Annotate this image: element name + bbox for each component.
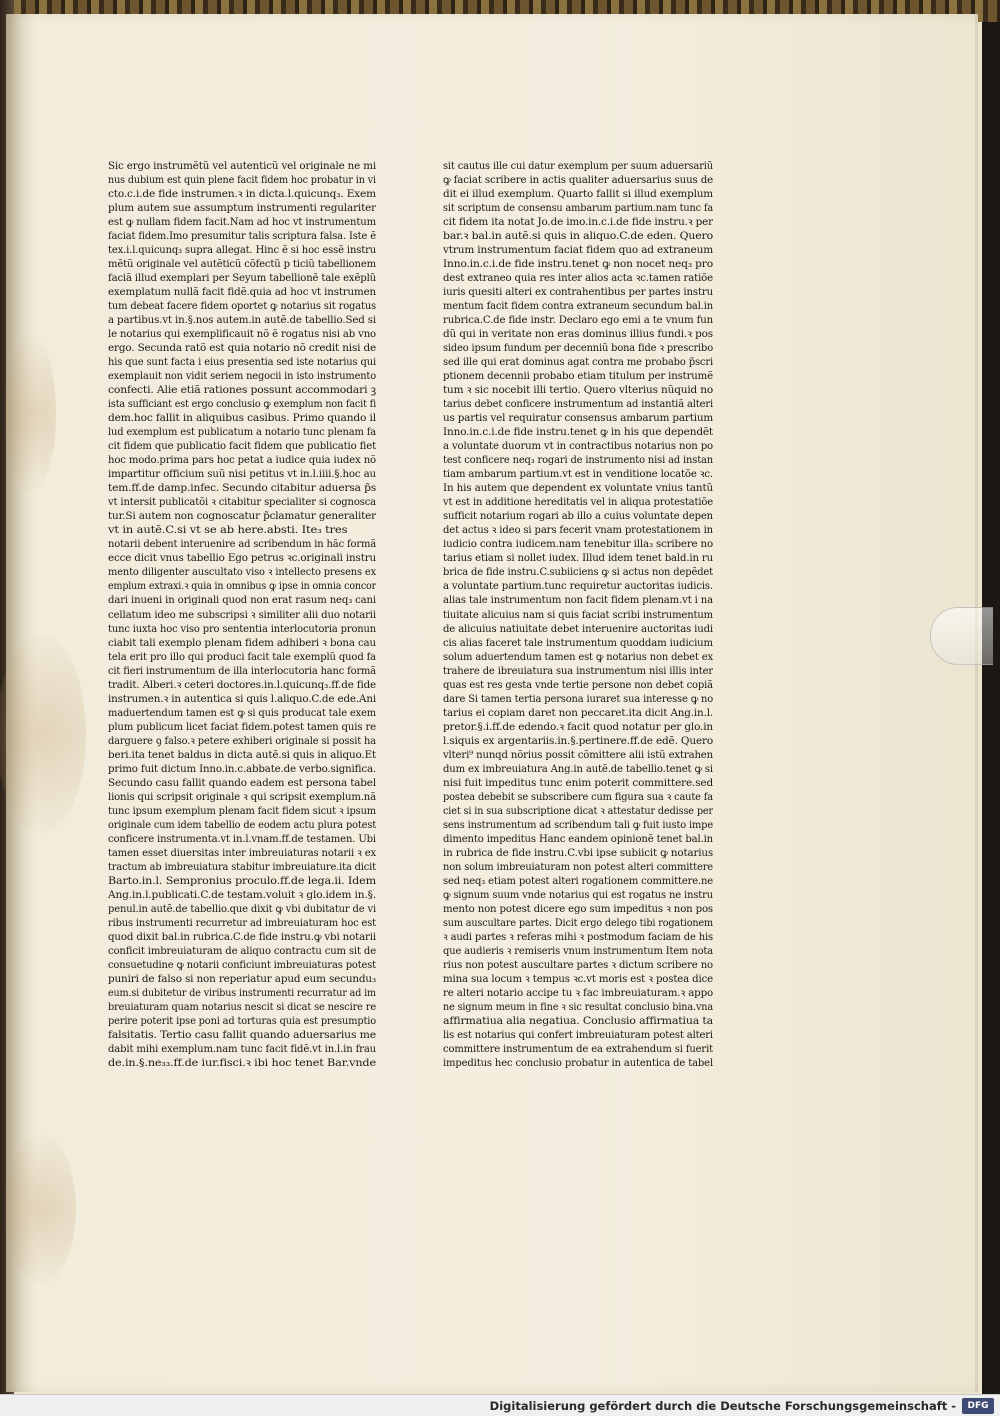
text-line: quas est res gesta vnde tertie persone non debet copiã [443,679,713,691]
text-line: exemplauit non vidit seriem negocii in isto instrumento [108,371,376,383]
text-line: falsitatis. Tertio casu fallit quando aduersarius me [108,1029,376,1041]
text-line: faciat fidem.Imo presumitur talis scriptura falsa. Iste ẽ [108,231,376,243]
text-line: cis alias faceret tale instrumentum quoddam iudicium [443,637,713,649]
text-line: dare Si tamen tertia persona iuraret sua interesse ꝙ no [443,693,713,705]
text-line: sens instrumentum ad scribendum tali ꝙ fuit iusto impe [443,819,713,831]
text-line: breuiaturam quam notarius nescit si dicat se nescire re [108,1001,376,1013]
text-line: alias tale instrumentum non facit fidem plenam.vt i na [443,595,713,607]
text-line: a voluntate duorum vt in contractibus notarius non po [443,441,713,453]
text-line: postea debebit se subscribere cum figura sua ꝛ caute fa [443,791,713,803]
text-line: his que sunt facta i eius presentia sed iste notarius qui [108,357,376,369]
text-line: cit fidem ita notat Jo.de imo.in.c.i.de fide instru.ꝛ per [443,217,713,229]
text-line: tarius debet conficere instrumentum ad instantiã alteri [443,399,713,411]
text-line: est ꝙ nullam fidem facit.Nam ad hoc vt instrumentum [108,217,376,229]
text-line: vlteri⁹ nunqd nõrius possit cõmittere alii istũ extrahen [443,749,713,761]
text-line: mento non potest dicere ego sum impeditus ꝛ non pos [443,903,713,915]
text-line: hoc modo.prima pars hoc petat a iudice quia iudex nõ [108,455,376,467]
text-line: lis est notarius qui confert imbreuiaturam potest alteri [443,1029,713,1041]
paper-stain [6,334,56,494]
text-line: beri.ita tenet baldus in dicta autẽ.si quis in aliquo.Et [108,749,376,761]
paper-stain [6,1134,76,1284]
text-line: dit ei illud exemplum. Quarto fallit si illud exemplum [443,189,713,201]
text-line: tamen esset diuersitas inter imbreuiaturas notarii ꝛ ex [108,847,376,859]
text-line: tem.ff.de damp.infec. Secundo citabitur aduersa p̃s [108,483,376,495]
text-line: vtrum instrumentum faciat fidem quo ad extraneum [443,245,713,257]
text-line: tunc iuxta hoc viso pro sententia interlocutoria pronun [108,623,376,635]
text-line: eum.si dubitetur de viribus instrumenti recurratur ad im [108,987,376,999]
digitization-footer [0,1394,1000,1416]
text-line: solum aduertendum tamen est ꝙ notarius non debet ex [443,651,713,663]
text-line: tela erit pro illo qui produci facit tale exemplũ quod fa [108,651,376,663]
text-line: ecce dicit vnus tabellio Ego petrus ꝛc.originali instru [108,553,376,565]
text-line: nisi fuit impeditus tunc enim poterit committere.sed [443,777,713,789]
text-line: affirmatiua alia negatiua. Conclusio affirmatiua ta [443,1015,713,1027]
text-line: a partibus.vt in.§.nos autem.in autẽ.de tabellio.Sed si [108,315,376,327]
text-line: penul.in autẽ.de tabellio.que dixit ꝙ vbi dubitatur de vi [108,903,376,915]
text-line: mẽtũ originale vel autẽticũ cõfectũ p ticiũ tabellionem [108,259,376,271]
text-line: plum autem sue assumptum instrumenti regulariter [108,203,376,215]
dfg-logo: DFG [962,1398,994,1414]
text-line: Ang.in.l.publicati.C.de testam.voluit ꝛ glo.idem in.§. [108,889,376,901]
text-line: in rubrica de fide instru.C.vbi ipse subiicit ꝙ notarius [443,847,713,859]
paper-stain [0,634,86,834]
text-line: dimento impeditus Hanc eandem opinionẽ tenet bal.in [443,833,713,845]
text-line: impeditus hec conclusio probatur in autentica de tabel [443,1058,713,1069]
text-line: dest extraneo quia res inter alios acta ꝛc.tamen ratiõe [443,273,713,285]
text-line: cit fidem que publicatio facit fidem que publicatio fiet [108,441,376,453]
text-line: iuris quesiti alteri ex contrahentibus per partes instru [443,287,713,299]
text-line: sed ille qui erat dominus agat contra me probabo p̃scri [443,357,713,369]
text-line: cit fieri instrumentum de illa interlocutoria hanc formã [108,665,376,677]
funding-credit: Digitalisierung gefördert durch die Deutsche Forschungsgemeinschaft - [489,1399,956,1413]
text-line: Secundo casu fallit quando eadem est persona tabel [108,777,376,789]
text-line: consuetudine ꝙ notarii conficiunt imbreuiaturas potest [108,959,376,971]
text-line: dum ex imbreuiatura Ang.in autẽ.de tabellio.tenet ꝙ si [443,763,713,775]
text-line: dem.hoc fallit in aliquibus casibus. Primo quando il [108,413,376,425]
text-line: mentum facit fidem contra extraneum secundum bal.in [443,301,713,313]
text-line: tractum ab imbreuiatura stabitur imbreuiature.ita dicit [108,861,376,873]
text-line: l.siquis ex argentariis.in.§.pertinere.ff.de edẽ. Quero [443,735,713,747]
text-line: tarius ei copiam daret non peccaret.ita dicit Ang.in.l. [443,707,713,719]
text-line: instrumen.ꝛ in autentica si quis l.aliquo.C.de ede.Ani [108,693,376,705]
text-line: de alicuius natiuitate debet interuenire auctoritas iudi [443,623,713,635]
text-line: non solum imbreuiaturam non potest alteri committere [443,861,713,873]
text-line: ciabit tali exemplo plenam fidem adhiberi ꝛ bona cau [108,637,376,649]
text-line: test conficere neq₃ rogari de instrumento nisi ad instan [443,455,713,467]
text-line: que audieris ꝛ remiseris vnum instrumentum Item nota [443,945,713,957]
text-line: tum debeat facere fidem oportet ꝙ notarius sit rogatus [108,301,376,313]
text-line: sed neq₃ etiam potest alteri rogationem committere.ne [443,875,713,887]
text-line: vt intersit publicatõi ꝛ citabitur specialiter si cognosca [108,497,376,509]
text-line: In his autem que dependent ex voluntate vnius tantũ [443,483,713,495]
text-line: sit scriptum de consensu ambarum partium.nam tunc fa [443,203,713,215]
text-line: ciet si in sua subscriptione dicat ꝛ attestatur dedisse per [443,805,713,817]
text-line: notarii debent interuenire ad scribendum in hãc formã [108,539,376,551]
text-line: ꝛ audi partes ꝛ referas mihi ꝛ postmodum faciam de his [443,931,713,943]
text-line: tur.Si autem non cognoscatur p̃clamatur generaliter [108,511,376,523]
text-line: ribus instrumenti recurretur ad imbreuiaturam hoc est [108,917,376,929]
text-line: ꝙ signum suum vnde notarius qui est rogatus ne instru [443,889,713,901]
text-line: re alteri notario accipe tu ꝛ fac imbreuiaturam.ꝛ appo [443,987,713,999]
text-line: lud exemplum est publicatum a notario tunc plenam fa [108,427,376,439]
text-line: tunc ipsum exemplum plenam facit fidem sicut ꝛ ipsum [108,805,376,817]
text-line: sideo ipsum fundum per decenniũ bona fide ꝛ prescribo [443,343,713,355]
text-line: quod dixit bal.in rubrica.C.de fide instru.ꝙ vbi notarii [108,931,376,943]
text-line: cellatum ideo me subscripsi ꝛ similiter alii duo notarii [108,609,376,621]
text-line: mina sua locum ꝛ tempus ꝛc.vt moris est ꝛ postea dice [443,973,713,985]
text-line: tiam ambarum partium.vt est in venditione locatõe ꝛc. [443,469,713,481]
text-line: conficit imbreuiaturam de aliquo contractu cum sit de [108,945,376,957]
text-line: Inno.in.c.i.de fide instru.tenet ꝙ in his que dependẽt [443,427,713,439]
text-line: vt est in additione hereditatis vel in aliqua protestatiõe [443,497,713,509]
text-line: tum ꝛ sic nocebit illi tertio. Quero vlterius nũquid no [443,385,713,397]
text-line: vt in autẽ.C.si vt se ab here.absti. Ite₃ tres [108,525,348,537]
text-line: ptionem decennii probabo etiam titulum per instrumẽ [443,371,713,383]
text-line: tarius etiam si nollet iudex. Illud idem tenet bald.in ru [443,553,713,565]
text-line: trahere de ibreuiatura sua instrumentum nisi illis inter [443,665,713,677]
text-line: a voluntate partium.tunc requiretur auctoritas iudicis. [443,581,713,593]
text-line: nus dubium est quin plene facit fidem hoc probatur in vi [108,175,376,187]
text-line: sit cautus ille cui datur exemplum per suum aduersariũ [443,161,713,172]
text-line: us partis vel requiratur consensus ambarum partium [443,413,713,425]
text-line: tradit. Alberi.ꝛ ceteri doctores.in.l.quicunq₃.ff.de fide [108,679,376,691]
text-line: Barto.in.l. Sempronius proculo.ff.de lega.ii. Idem [108,875,376,887]
text-line: Sic ergo instrumẽtũ vel autenticũ vel originale ne mi [108,161,376,172]
text-column-right [443,160,713,1071]
text-line: bar.ꝛ bal.in autẽ.si quis in aliquo.C.de eden. Quero [443,231,713,243]
text-line: sufficit notarium rogari ab illo a cuius voluntate depen [443,511,713,523]
text-line: ne signum meum in fine ꝛ sic resultat conclusio bina.vna [443,1001,713,1013]
text-line: le notarius qui exemplificauit nõ ẽ rogatus nisi ab vno [108,329,376,341]
text-line: det actus ꝛ ideo si pars fecerit vnam protestationem in [443,525,713,537]
text-line: dabit mihi exemplum.nam tunc facit fidẽ.vt in.l.in frau [108,1043,376,1055]
page-marker-tab [930,607,993,665]
text-line: darguere ꝯ falso.ꝛ petere exhiberi originale si possit ha [108,735,376,747]
text-line: ista sufficiant est ergo conclusio ꝙ exemplum non facit fi [108,399,376,411]
text-line: faciã illud exemplari per Seyum tabellionẽ tale exẽplũ [108,273,376,285]
text-line: originale cum idem tabellio de eodem actu plura potest [108,819,376,831]
text-line: mento diligenter auscultato viso ꝛ intellecto presens ex [108,567,376,579]
text-line: lionis qui scripsit originale ꝛ qui scripsit exemplum.nã [108,791,376,803]
text-line: cto.c.i.de fide instrumen.ꝛ in dicta.l.quicunq₃. Exem [108,189,376,201]
text-line: tiuitate alicuius nam si quis faciat scribi instrumentum [443,609,713,621]
text-line: confecti. Alie etiã rationes possunt accommodari ꝫ [108,385,376,397]
text-line: rubrica.C.de fide instr. Declaro ego emi a te vnum fun [443,315,713,327]
text-line: sum auscultare partes. Dicit ergo delego tibi rogationem [443,917,713,929]
text-line: primo fuit dictum Inno.in.c.abbate.de verbo.significa. [108,763,376,775]
text-line: dari inueni in originali quod non erat rasum neq₃ cani [108,595,376,607]
text-line: tex.i.l.quicunq₃ supra allegat. Hinc ẽ si hoc essẽ instru [108,245,376,257]
text-line: plum publicum licet faciat fidem.potest tamen quis re [108,721,376,733]
text-line: conficere instrumenta.vt in.l.vnam.ff.de testamen. Ubi [108,833,376,845]
text-line: ergo. Secunda ratõ est quia notario nõ credit nisi de [108,343,376,355]
text-line: rius non potest auscultare partes ꝛ dictum scribere no [443,959,713,971]
text-line: emplum extraxi.ꝛ quia in omnibus ꝙ ipse in omnia concor [108,581,376,593]
text-column-left [108,160,376,1071]
text-line: impartitur officium suũ nisi petitus vt in.l.iiii.§.hoc au [108,469,376,481]
text-line: de.in.§.ne₃₃.ff.de iur.fisci.ꝛ ibi hoc tenet Bar.vnde [108,1058,376,1069]
text-line: dũ qui in veritate non eras dominus illius fundi.ꝛ pos [443,329,713,341]
text-line: exemplatum nullã facit fidẽ.quia ad hoc vt instrumen [108,287,376,299]
text-line: iudicio contra iudicem.nam tenebitur illa₃ scribere no [443,539,713,551]
text-line: Inno.in.c.i.de fide instru.tenet ꝙ non nocet neq₃ pro [443,259,713,271]
text-line: pretor.§.i.ff.de edendo.ꝛ facit quod notatur per glo.in [443,721,713,733]
text-line: ꝙ faciat scribere in actis qualiter aduersarius suus de [443,175,713,187]
text-line: puniri de falso si non reperiatur apud eum secundu₃ [108,973,376,985]
text-line: maduertendum tamen est ꝙ si quis producat tale exem [108,707,376,719]
text-line: brica de fide instru.C.subiiciens ꝙ si actus non depẽdet [443,567,713,579]
text-line: perire poterit ipse poni ad torturas quia est presumptio [108,1015,376,1027]
text-line: committere instrumentum de ea extrahendum si fuerit [443,1043,713,1055]
